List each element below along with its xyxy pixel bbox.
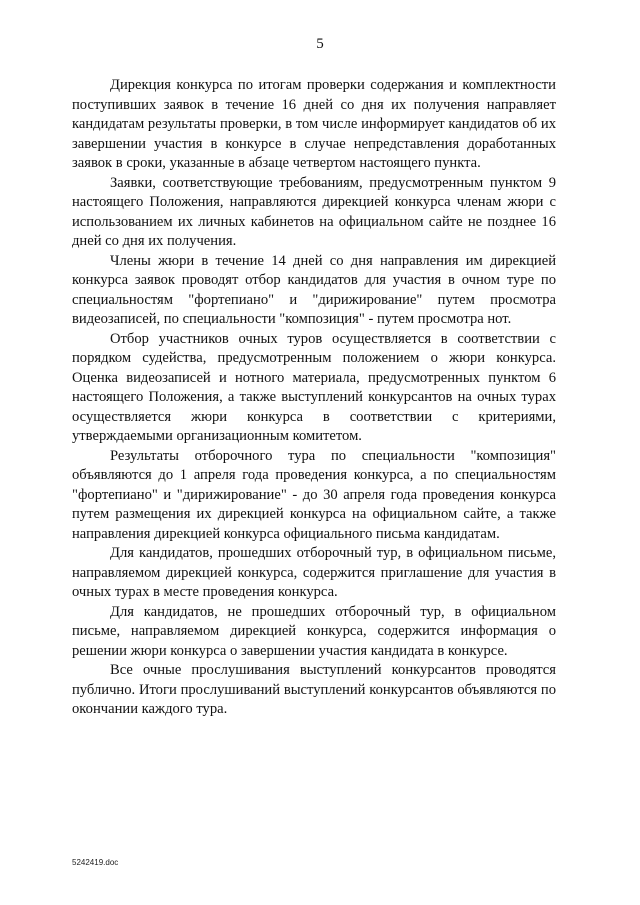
paragraph-7: Для кандидатов, не прошедших отборочный тур, в официальном письме, направляемом дирекцией конкурса, содержится информация о решении жюри конкурса о завершении участия кандидата в конкурсе. [72, 603, 556, 659]
paragraph-5: Результаты отборочного тура по специальности "композиция" объявляются до 1 апреля года проведения конкурса, а по специальностям "фортепиано" и "дирижирование" - до 30 апреля года проведения конкурса путем размещения их дирекцией конкурса на официальном сайте, а также направления дирекцией конкурса официального письма кандидатам. [72, 447, 556, 542]
document-file-reference: 5242419.doc [72, 858, 119, 867]
document-body [72, 76, 556, 720]
paragraph-2: Заявки, соответствующие требованиям, предусмотренным пунктом 9 настоящего Положения, направляются дирекцией конкурса членам жюри с использованием их личных кабинетов на официальном сайте не позднее 16 дней со дня их получения. [72, 174, 556, 249]
paragraph-8: Все очные прослушивания выступлений конкурсантов проводятся публично. Итоги прослушиваний выступлений конкурсантов объявляются по окончании каждого тура. [72, 662, 556, 717]
paragraph-6: Для кандидатов, прошедших отборочный тур, в официальном письме, направляемом дирекцией конкурса, содержится приглашение для участия в очных турах в месте проведения конкурса. [72, 545, 556, 600]
page-number: 5 [316, 36, 324, 52]
paragraph-4: Отбор участников очных туров осуществляется в соответствии с порядком судейства, предусмотренным положением о жюри конкурса. Оценка видеозаписей и нотного материала, предусмотренных пунктом 6 настоящего Положения, а также выступлений конкурсантов на очных турах осуществляется жюри конкурса в соответствии с критериями, утверждаемыми организационным комитетом. [72, 330, 556, 444]
paragraph-3: Члены жюри в течение 14 дней со дня направления им дирекцией конкурса заявок проводят отбор кандидатов для участия в очном туре по специальностям "фортепиано" и "дирижирование" путем просмотра видеозаписей, по специальности "композиция" - путем просмотра нот. [72, 252, 556, 327]
paragraph-1: Дирекция конкурса по итогам проверки содержания и комплектности поступивших заявок в течение 16 дней со дня их получения направляет кандидатам результаты проверки, в том числе информирует кандидатов об их завершении участия в конкурсе в случае непредставления доработанных заявок в сроки, указанные в абзаце четвертом настоящего пункта. [72, 77, 556, 171]
